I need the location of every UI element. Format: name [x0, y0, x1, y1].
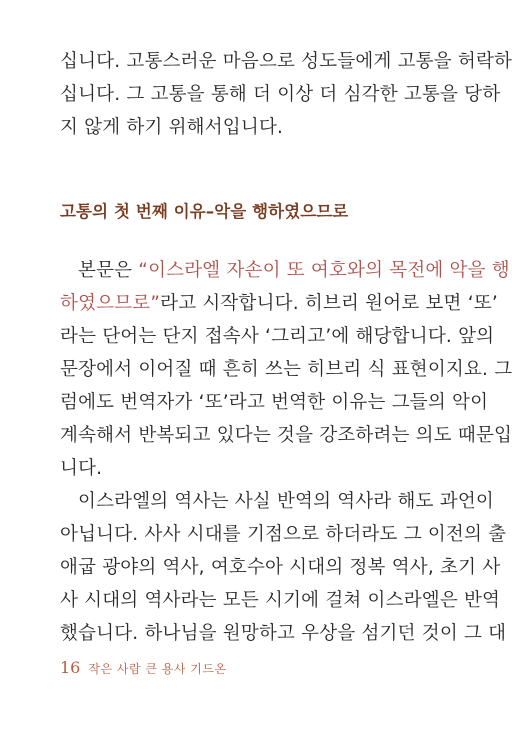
paragraph-two-line-2-rest: 라고 시작합니다. 히브리 원어로 보면 ‘또’: [160, 293, 498, 314]
paragraph-two-line-6: 계속해서 반복되고 있다는 것을 강조하려는 의도 때문입: [60, 425, 512, 446]
scripture-quote-part-1: “이스라엘 자손이 또 여호와의 목전에 악을 행: [138, 260, 510, 281]
paragraph-two-prefix: 본문은: [78, 260, 139, 281]
page-number: 16: [60, 658, 81, 677]
paragraph-two-line-2: [60, 292, 498, 316]
paragraph-three-line-4: 사 시대의 역사라는 모든 시기에 걸쳐 이스라엘은 반역: [60, 590, 501, 611]
paragraph-top-line-3: 지 않게 하기 위해서입니다.: [60, 117, 284, 138]
paragraph-two-line-7: 니다.: [60, 458, 103, 479]
paragraph-two-line-5: 럼에도 번역자가 ‘또’라고 번역한 이유는 그들의 악이: [60, 392, 489, 413]
paragraph-two-line-4: 문장에서 이어질 때 흔히 쓰는 히브리 식 표현이지요. 그: [60, 359, 512, 380]
paragraph-two-line-3: 라는 단어는 단지 접속사 ‘그리고’에 해당합니다. 앞의: [60, 326, 495, 347]
paragraph-top-line-2: 십니다. 그 고통을 통해 더 이상 더 심각한 고통을 당하: [60, 84, 501, 105]
paragraph-two-line-1: [78, 259, 510, 283]
paragraph-three-line-3: 애굽 광야의 역사, 여호수아 시대의 정복 역사, 초기 사: [60, 557, 501, 578]
section-heading: 고통의 첫 번째 이유–악을 행하였으므로: [60, 202, 349, 221]
running-book-title: 작은 사람 큰 용사 기드온: [88, 662, 227, 676]
paragraph-three-line-2: 아닙니다. 사사 시대를 기점으로 하더라도 그 이전의 출: [60, 524, 507, 545]
paragraph-three-line-5: 했습니다. 하나님을 원망하고 우상을 섬기던 것이 그 대: [60, 623, 507, 644]
scripture-quote-part-2: 하였으므로”: [60, 293, 161, 314]
page-footer: [60, 658, 227, 677]
paragraph-three-line-1: 이스라엘의 역사는 사실 반역의 역사라 해도 과언이: [78, 491, 494, 512]
paragraph-top-line-1: 십니다. 고통스러운 마음으로 성도들에게 고통을 허락하: [60, 51, 512, 72]
